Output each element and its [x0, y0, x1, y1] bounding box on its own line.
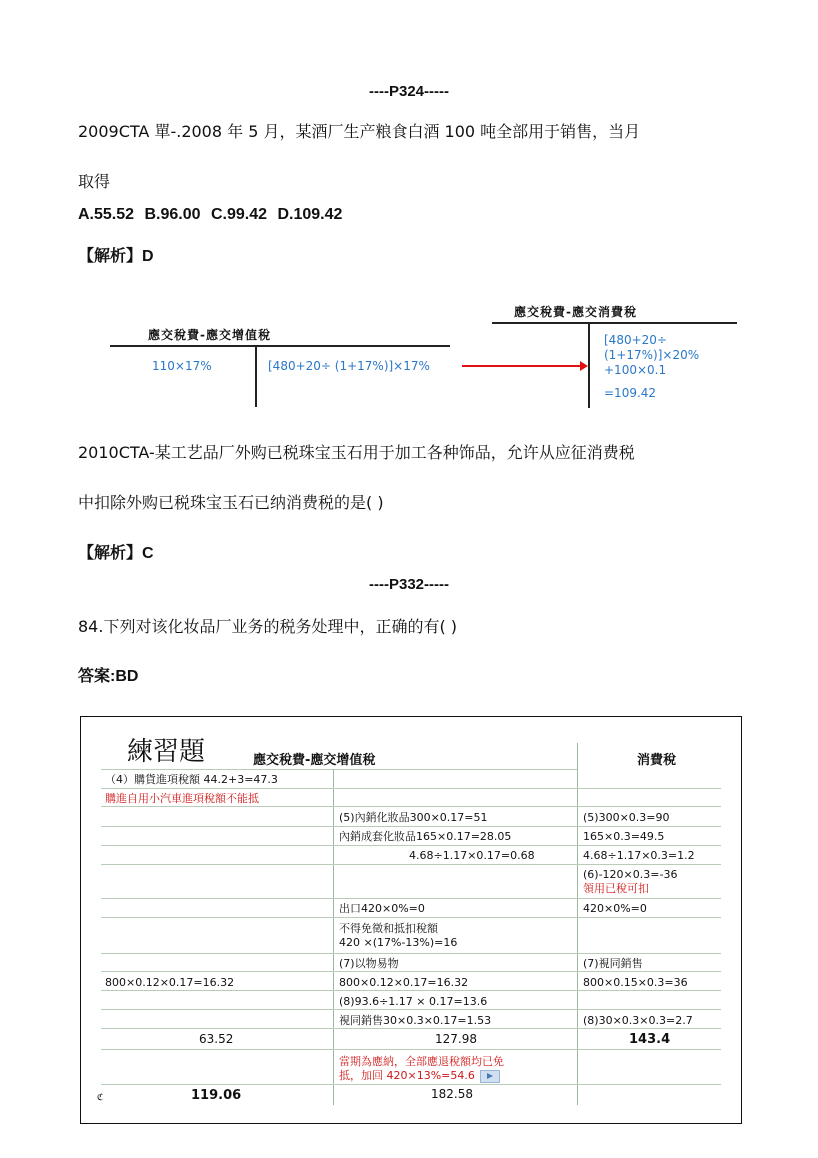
question-84: [78, 614, 457, 637]
row-set-cosmetics-vat: 內銷成套化妝品165×0.17=28.05: [339, 830, 512, 843]
vat-account-topline: [110, 345, 450, 347]
grid-line: [101, 990, 721, 991]
arrow-icon: [460, 360, 590, 372]
grid-line: [101, 769, 577, 770]
row-non-exempt-label: 不得免徵和抵扣稅額: [339, 922, 438, 935]
question-2010-line2: [78, 490, 384, 513]
row-800-excise: 800×0.15×0.3=36: [583, 976, 688, 989]
total-left: 119.06: [191, 1088, 242, 1103]
question-2009-options: A.55.52 B.96.00 C.99.42 D.109.42: [78, 206, 343, 223]
note-line1: 當期為應納，全部應退稅額均已免: [339, 1055, 504, 1068]
row-deemed-30-excise: (8)30×0.3×0.3=2.7: [583, 1014, 693, 1027]
grid-line: [101, 917, 721, 918]
vat-header: 應交稅費-應交增值稅: [253, 753, 376, 768]
question-2010-line2-text: 中扣除外购已税珠宝玉石已纳消费税的是( ): [78, 493, 384, 512]
row-domestic-cosmetics-vat: (5)內銷化妝品300×0.17=51: [339, 811, 488, 824]
practice-title: 練習題: [127, 737, 206, 767]
grid-line: [577, 743, 578, 1105]
row-export-vat: 出口420×0%=0: [339, 902, 425, 915]
page-ref-p332: ----P332-----: [369, 576, 449, 593]
grid-line: [101, 864, 721, 865]
sum-excise: 143.4: [629, 1032, 671, 1047]
grid-line: [101, 1009, 721, 1010]
grid-line: [101, 788, 721, 789]
row-deduction-note: 領用已稅可扣: [583, 882, 649, 895]
row-export-excise: 420×0%=0: [583, 902, 647, 915]
note-line2-text: 抵，加回 420×13%=54.6: [339, 1069, 475, 1082]
row-936-vat: (8)93.6÷1.17 × 0.17=13.6: [339, 995, 488, 1008]
page-ref-p324: ----P324-----: [369, 83, 449, 100]
question-2009-line2: 取得: [78, 172, 111, 191]
vat-account-divider: [255, 345, 257, 407]
grid-line: [101, 971, 721, 972]
excise-account-topline: [492, 322, 737, 324]
excise-entry-line3: +100×0.1: [604, 363, 667, 377]
row-468-excise: 4.68÷1.17×0.3=1.2: [583, 849, 695, 862]
grid-line: [101, 1028, 721, 1029]
grid-line: [101, 1084, 721, 1085]
row-car-input-tax-note: 購進自用小汽車進項稅額不能抵: [105, 792, 259, 805]
grid-line: [101, 826, 721, 827]
grid-line: [101, 1049, 721, 1050]
question-2010-line1-text: 2010CTA-某工艺品厂外购已税珠宝玉石用于加工各种饰品，允许从应征消费税: [78, 443, 635, 462]
question-84-answer: 答案:BD: [78, 668, 139, 685]
grid-line: [101, 898, 721, 899]
excise-entry-line1: [480+20÷: [604, 333, 667, 347]
grid-line: [101, 806, 721, 807]
row-set-cosmetics-excise: 165×0.3=49.5: [583, 830, 665, 843]
excise-account-title: 應交稅費-應交消費稅: [514, 305, 637, 319]
question-2009-line1: [78, 119, 640, 142]
excise-entry: [604, 333, 699, 401]
sum-left: 63.52: [199, 1032, 234, 1046]
question-2009-line1-text: 2009CTA 單-.2008 年 5 月，某酒厂生产粮食白酒 100 吨全部用于销售，当月: [78, 122, 641, 141]
row-non-exempt-amount: 420 ×(17%-13%)=16: [339, 936, 458, 949]
grid-line: [101, 953, 721, 954]
practice-table: [80, 716, 742, 1124]
note-line2: [339, 1069, 500, 1083]
row-deduction-excise: (6)-120×0.3=-36: [583, 868, 678, 881]
grid-line: [333, 769, 334, 1105]
excise-entry-result: =109.42: [604, 386, 657, 400]
vat-left-entry: 110×17%: [152, 359, 212, 373]
t-account-diagram: [90, 290, 750, 420]
question-2010-analysis: 【解析】C: [78, 545, 154, 562]
row-domestic-cosmetics-excise: (5)300×0.3=90: [583, 811, 670, 824]
vat-right-entry: [480+20÷ (1+17%)]×17%: [268, 359, 430, 373]
row-468-vat: 4.68÷1.17×0.17=0.68: [409, 849, 535, 862]
row-deemed-30-vat: 視同銷售30×0.3×0.17=1.53: [339, 1014, 492, 1027]
vat-account-title: 應交稅費-應交增值稅: [148, 328, 271, 342]
play-icon[interactable]: [480, 1070, 500, 1083]
row-purchase-input-tax: （4）購貨進項稅額 44.2+3=47.3: [105, 773, 278, 786]
row-800-vat: 800×0.12×0.17=16.32: [339, 976, 469, 989]
grid-line: [101, 845, 721, 846]
total-vat: 182.58: [431, 1087, 473, 1101]
excise-header: 消費稅: [637, 753, 677, 768]
question-2010-line1: [78, 440, 635, 463]
question-2009-analysis: 【解析】D: [78, 248, 154, 265]
row-deemed-sale-label: (7)視同銷售: [583, 957, 643, 970]
small-mark-icon: ℭ: [97, 1093, 104, 1103]
question-84-text: 84.下列对该化妆品厂业务的税务处理中，正确的有( ): [78, 617, 458, 636]
excise-entry-line2: (1+17%)]×20%: [604, 348, 700, 362]
row-800-left: 800×0.12×0.17=16.32: [105, 976, 235, 989]
sum-vat: 127.98: [435, 1032, 477, 1046]
row-barter-label: (7)以物易物: [339, 957, 399, 970]
